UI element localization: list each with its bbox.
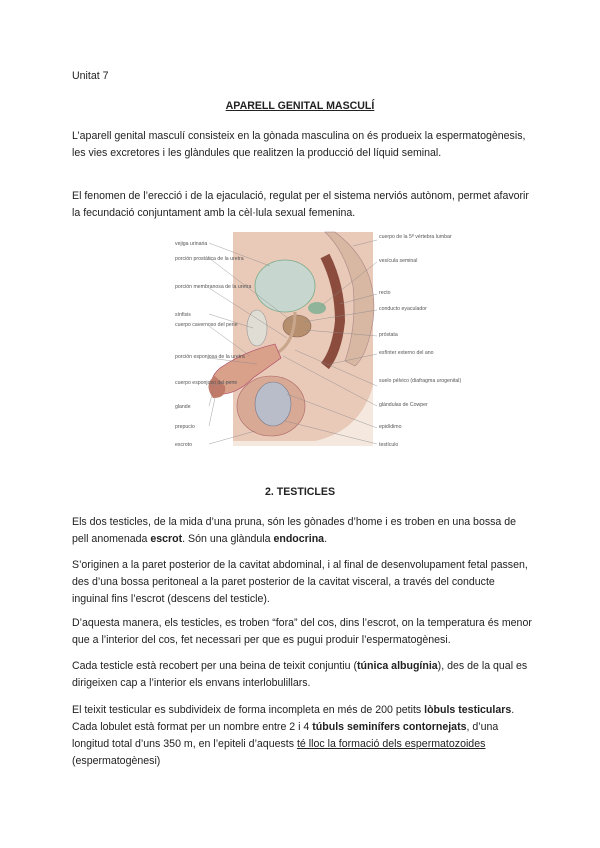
label-spongy-urethra: porción esponjosa de la uretra (175, 354, 245, 360)
p1-term-escrot: escrot (150, 533, 183, 545)
label-rectum: recto (379, 290, 391, 296)
testicles-paragraph-5 (72, 702, 532, 770)
p1-text-e: . (324, 533, 328, 545)
anatomy-illustration (175, 226, 462, 452)
prostate-shape (283, 315, 311, 337)
label-seminal-vesicle: vesícula seminal (379, 258, 418, 264)
p5-term-tubuls: túbuls seminífers contornejats (312, 721, 467, 733)
testicles-paragraph-3: D’aquesta manera, els testicles, es troben “fora” del cos, dins l’escrot, on la temperatura és menor que a l’interior del cos, fet necessari per que es pugui produir l’espermatogènesi. (72, 617, 532, 646)
label-prostate: próstata (379, 332, 398, 338)
label-cowper-glands: glándulas de Cowper (379, 402, 428, 408)
label-glans: glande (175, 404, 191, 410)
label-scrotum: escroto (175, 442, 193, 448)
p5-text-a: El teixit testicular es subdivideix de forma incompleta en més de 200 petits (72, 704, 425, 716)
p5-text-g: (espermatogènesi) (72, 755, 161, 767)
testis-shape (255, 382, 291, 426)
label-testis: testículo (379, 442, 399, 448)
testicles-paragraph-4 (72, 658, 532, 692)
intro-paragraph-2: El fenomen de l’erecció i de la ejaculació, regulat per el sistema nerviós autònom, permet afavorir la fecundació conjuntament amb la cèl·lula sexual femenina. (72, 190, 529, 219)
p4-text-a: Cada testicle està recobert per una beina de teixit conjuntiu ( (72, 660, 358, 672)
testicles-paragraph-2: S’originen a la paret posterior de la cavitat abdominal, i al final de desenvolupament fetal passen, des d’una bossa peritoneal a la paret posterior de la cavitat visceral, a través del conducte inguinal fins l’escrot (descens del testicle). (72, 559, 528, 605)
p4-text-c: ), des de la qual es dirigeixen cap a l’interior els envans interlobulillars. (72, 660, 528, 689)
section-title: 2. TESTICLES (264, 486, 336, 498)
label-cavernous-body: cuerpo cavernoso del pene (175, 322, 238, 328)
label-pelvic-floor: suelo pélvico (diafragma urogenital) (379, 378, 462, 384)
label-anal-sphincter: esfínter externo del ano (379, 350, 434, 356)
p5-term-lobuls: lòbuls testiculars (424, 704, 512, 716)
label-epididymis: epidídimo (379, 424, 402, 430)
p1-text-a: Els dos testicles, de la mida d’una pruna, són les gònades d’home i es troben en una bossa de pell anomenada (72, 516, 517, 545)
label-prostatic-urethra: porción prostática de la uretra (175, 256, 244, 262)
label-vertebra: cuerpo de la 5ª vértebra lumbar (379, 234, 452, 240)
symphysis-shape (247, 310, 267, 346)
seminal-vesicle-shape (308, 302, 326, 314)
p5-text-e: , d’una longitud total d’uns 350 m, en l’epiteli d’aquests (72, 721, 499, 750)
p4-term-tunica: túnica albugínia (357, 660, 438, 672)
label-spongy-body: cuerpo esponjoso del pene (175, 380, 238, 386)
p5-text-c: . Cada lobulet està format per un nombre entre 2 i 4 (72, 704, 515, 733)
label-symphysis: sínfisis (175, 312, 191, 318)
unit-label: Unitat 7 (72, 70, 109, 82)
label-membranous-urethra: porción membranosa de la uretra (175, 284, 252, 290)
anatomy-figure (175, 226, 462, 452)
bladder-shape (255, 260, 315, 312)
label-bladder: vejiga urinaria (175, 241, 208, 247)
label-prepuce: prepucio (175, 424, 195, 430)
page-title: APARELL GENITAL MASCULÍ (225, 100, 375, 112)
p5-underlined: té lloc la formació dels espermatozoides (296, 738, 486, 750)
label-ejaculatory-duct: conducto eyaculador (379, 306, 427, 312)
intro-paragraph-1: L’aparell genital masculí consisteix en la gònada masculina on és produeix la espermatogènesis, les vies excretores i les glàndules que realitzen la producció del líquid seminal. (72, 130, 526, 159)
testicles-paragraph-1 (72, 514, 532, 548)
p1-text-c: . Són una glàndula (182, 533, 274, 545)
p1-term-endocrina: endocrina (273, 533, 325, 545)
